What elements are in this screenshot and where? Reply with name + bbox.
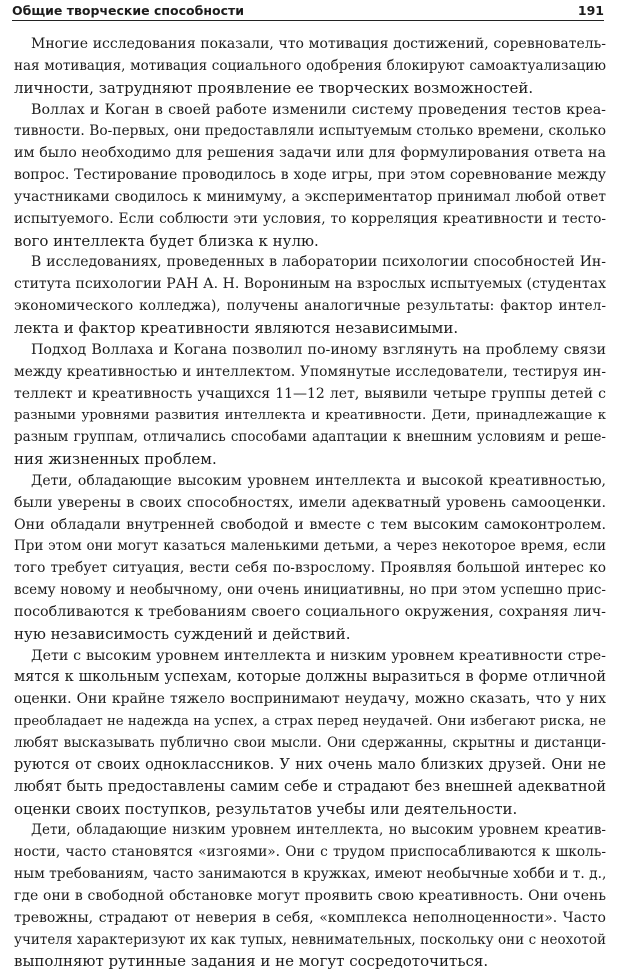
text-line: тревожны, страдают от неверия в себя, «комплекса неполноценности». Часто: [14, 909, 606, 926]
text-line: пособливаются к требованиям своего социального окружения, сохраняя лич-: [14, 603, 606, 620]
text-line: экономического колледжа), получены аналогичные результаты: фактор интел-: [14, 298, 606, 315]
text-line: вого интеллекта будет близка к нулю.: [14, 231, 319, 250]
text-line: теллект и креативность учащихся 11—12 лет, выявили четыре группы детей с: [14, 385, 606, 402]
text-line: Воллах и Коган в своей работе изменили систему проведения тестов креа-: [31, 101, 606, 118]
text-line: ным требованиям, часто занимаются в кружках, имеют необычные хобби и т. д.,: [14, 866, 606, 883]
text-line: Подход Воллаха и Когана позволил по-иному взглянуть на проблему связи: [31, 341, 606, 358]
text-line: При этом они могут казаться маленькими детьми, а через некоторое время, если: [14, 538, 606, 555]
text-line: Они обладали внутренней свободой и вместе с тем высоким самоконтролем.: [14, 516, 606, 533]
page-number: 191: [577, 3, 604, 18]
text-line: выполняют рутинные задания и не могут сосредоточиться.: [14, 952, 489, 971]
text-line: учителя характеризуют их как тупых, невнимательных, поскольку они с неохотой: [14, 931, 606, 948]
text-line: личности, затрудняют проявление ее творческих возможностей.: [14, 78, 534, 97]
text-line: Дети, обладающие низким уровнем интеллекта, но высоким уровнем креатив-: [31, 822, 606, 839]
text-line: оценки своих поступков, результатов учебы или деятельности.: [14, 799, 518, 818]
text-line: преобладает не надежда на успех, а страх перед неудачей. Они избегают риска, не: [14, 714, 606, 730]
text-line: где они в свободной обстановке могут проявить свою креативность. Они очень: [14, 887, 606, 904]
text-line: лекта и фактор креативности являются независимыми.: [14, 318, 459, 337]
text-line: ности, часто становятся «изгоями». Они с трудом приспосабливаются к школь-: [14, 844, 606, 861]
text-line: ную независимость суждений и действий.: [14, 624, 351, 643]
text-line: оценки. Они крайне тяжело воспринимают неудачу, можно сказать, что у них: [14, 691, 606, 708]
text-line: участниками сводилось к минимуму, а экспериментатор принимал любой ответ: [14, 188, 606, 205]
running-title: Общие творческие способности: [12, 3, 244, 18]
text-line: того требует ситуация, вести себя по-взрослому. Проявляя большой интерес ко: [14, 560, 606, 577]
text-line: разным группам, отличались способами адаптации к внешним условиям и реше-: [14, 429, 606, 446]
text-line: ная мотивация, мотивация социального одобрения блокируют самоактуализацию: [14, 57, 606, 74]
text-line: Дети, обладающие высоким уровнем интеллекта и высокой креативностью,: [31, 472, 606, 489]
text-line: всему новому и необычному, они очень инициативны, но при этом успешно прис-: [14, 582, 606, 599]
text-line: любят высказывать публично свои мысли. Они сдержанны, скрытны и дистанци-: [14, 735, 606, 751]
body-text: [14, 34, 606, 973]
text-line: руются от своих одноклассников. У них очень мало близких друзей. Они не: [14, 756, 606, 773]
text-line: Дети с высоким уровнем интеллекта и низким уровнем креативности стре-: [31, 647, 606, 664]
text-line: ния жизненных проблем.: [14, 450, 217, 469]
running-header: [12, 2, 604, 21]
text-line: вопрос. Тестирование проводилось в ходе игры, при этом соревнование между: [14, 167, 606, 184]
text-line: между креативностью и интеллектом. Упомянутые исследователи, тестируя ин-: [14, 363, 606, 380]
text-line: были уверены в своих способностях, имели адекватный уровень самооценки.: [14, 494, 606, 511]
text-line: испытуемого. Если соблюсти эти условия, то корреляция креативности и тесто-: [14, 210, 606, 227]
text-line: разными уровнями развития интеллекта и креативности. Дети, принадлежащие к: [14, 408, 606, 424]
text-line: мятся к школьным успехам, которые должны выразиться в форме отличной: [14, 669, 606, 686]
text-line: тивности. Во-первых, они предоставляли испытуемым столько времени, сколько: [14, 123, 606, 140]
text-line: им было необходимо для решения задачи или для формулирования ответа на: [14, 145, 606, 162]
text-line: любят быть предоставлены самим себе и страдают без внешней адекватной: [14, 778, 606, 795]
text-line: Многие исследования показали, что мотивация достижений, соревнователь-: [31, 36, 606, 52]
text-line: В исследованиях, проведенных в лаборатории психологии способностей Ин-: [31, 254, 606, 271]
text-line: ститута психологии РАН А. Н. Ворониным на взрослых испытуемых (студентах: [14, 276, 606, 293]
